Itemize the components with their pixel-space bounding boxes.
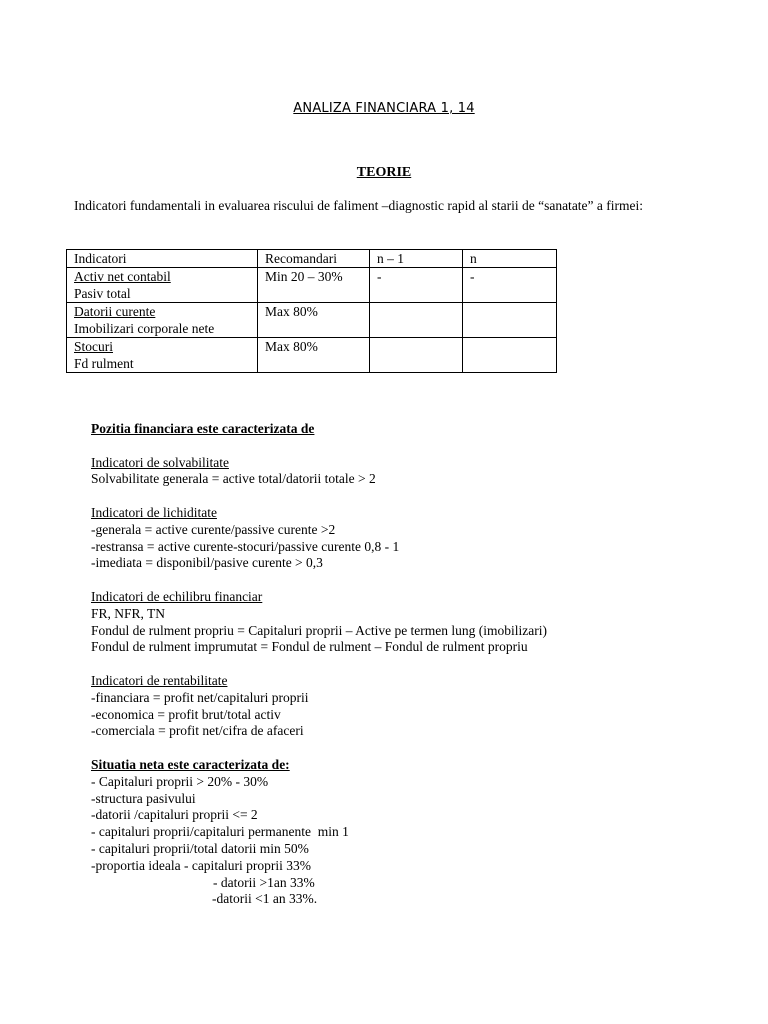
body-line: -financiara = profit net/capitaluri proprii [91, 689, 309, 705]
indicator-cell [67, 303, 258, 338]
recommendation-cell: Min 20 – 30% [258, 268, 370, 303]
body-line: -economica = profit brut/total activ [91, 706, 281, 722]
table-header-cell: n – 1 [370, 250, 463, 268]
n-minus-1-cell [370, 338, 463, 373]
n-minus-1-cell [370, 303, 463, 338]
table-row [67, 303, 557, 338]
body-line: -datorii /capitaluri proprii <= 2 [91, 807, 258, 823]
section-title-teorie: TEORIE [356, 165, 412, 180]
document-title: ANALIZA FINANCIARA 1, 14 [293, 101, 475, 116]
indicator-denominator: Pasiv total [74, 286, 131, 301]
body-line: Solvabilitate generala = active total/datorii totale > 2 [91, 471, 376, 487]
financial-position-body [91, 421, 691, 908]
pozitie-heading: Pozitia financiara este caracterizata de [91, 421, 315, 436]
indicator-denominator: Imobilizari corporale nete [74, 321, 215, 336]
table-header-cell: Recomandari [258, 250, 370, 268]
echilibru-heading: Indicatori de echilibru financiar [91, 588, 263, 604]
solvabilitate-heading: Indicatori de solvabilitate [91, 454, 229, 470]
table-header-cell: n [463, 250, 557, 268]
recommendation-cell: Max 80% [258, 303, 370, 338]
table-row [67, 268, 557, 303]
n-minus-1-cell: - [370, 268, 463, 303]
indicator-numerator: Datorii curente [74, 304, 156, 319]
indicator-cell [67, 268, 258, 303]
body-line: Fondul de rulment imprumutat = Fondul de rulment – Fondul de rulment propriu [91, 639, 528, 655]
body-line: -generala = active curente/passive curente >2 [91, 521, 336, 537]
body-line-indented: - datorii >1an 33% [213, 874, 315, 890]
indicator-numerator: Stocuri [74, 339, 113, 354]
table-header-cell: Indicatori [67, 250, 258, 268]
n-cell: - [463, 268, 557, 303]
n-cell [463, 338, 557, 373]
indicator-denominator: Fd rulment [74, 356, 134, 371]
body-line: - capitaluri proprii/total datorii min 50% [91, 840, 309, 856]
body-line: - Capitaluri proprii > 20% - 30% [91, 773, 269, 789]
intro-paragraph: Indicatori fundamentali in evaluarea riscului de faliment –diagnostic rapid al starii de “sanatate” a firmei: [74, 198, 644, 213]
table-header-row [67, 250, 557, 268]
body-line: FR, NFR, TN [91, 605, 166, 621]
body-line-indented: -datorii <1 an 33%. [212, 891, 318, 907]
rentabilitate-heading: Indicatori de rentabilitate [91, 672, 228, 688]
body-line: -restransa = active curente-stocuri/passive curente 0,8 - 1 [91, 538, 400, 554]
n-cell [463, 303, 557, 338]
indicators-table [66, 249, 557, 373]
body-line: Fondul de rulment propriu = Capitaluri proprii – Active pe termen lung (imobilizari) [91, 622, 548, 638]
indicator-numerator: Activ net contabil [74, 269, 171, 284]
body-line: - capitaluri proprii/capitaluri permanente min 1 [91, 824, 349, 840]
body-line: -proportia ideala - capitaluri proprii 33% [91, 857, 312, 873]
lichiditate-heading: Indicatori de lichiditate [91, 504, 217, 520]
body-line: -structura pasivului [91, 790, 196, 806]
recommendation-cell: Max 80% [258, 338, 370, 373]
body-line: -comerciala = profit net/cifra de afaceri [91, 723, 304, 739]
table-row [67, 338, 557, 373]
indicator-cell [67, 338, 258, 373]
situatie-heading: Situatia neta este caracterizata de: [91, 756, 290, 772]
body-line: -imediata = disponibil/pasive curente > 0,3 [91, 555, 323, 571]
